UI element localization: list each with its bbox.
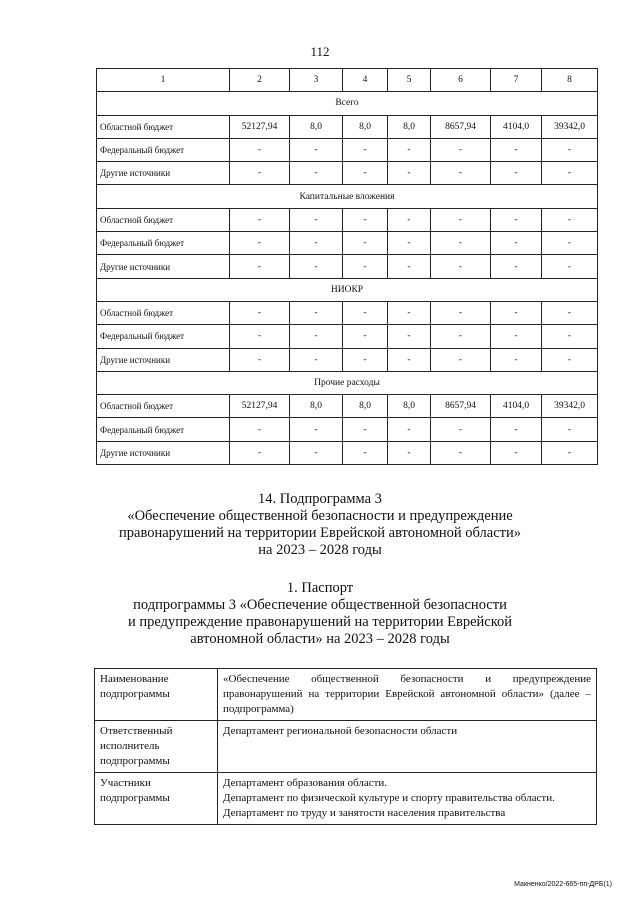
value-cell: - bbox=[388, 208, 431, 231]
value-cell: - bbox=[230, 232, 290, 255]
value-cell: - bbox=[388, 255, 431, 278]
value-cell: - bbox=[230, 138, 290, 161]
column-header: 4 bbox=[343, 69, 388, 92]
value-cell: - bbox=[230, 418, 290, 441]
budget-header-row bbox=[97, 69, 598, 92]
budget-table bbox=[96, 68, 598, 465]
section-title: Всего bbox=[97, 92, 598, 115]
value-cell: - bbox=[343, 441, 388, 464]
value-cell: 8,0 bbox=[290, 115, 343, 138]
value-cell: - bbox=[491, 138, 542, 161]
value-cell: - bbox=[491, 301, 542, 324]
value-cell: - bbox=[290, 255, 343, 278]
passport-heading-line: 1. Паспорт bbox=[286, 580, 354, 596]
row-label: Другие источники bbox=[97, 348, 230, 371]
value-cell: - bbox=[431, 301, 491, 324]
value-cell: - bbox=[290, 162, 343, 185]
value-cell: - bbox=[343, 418, 388, 441]
column-header: 8 bbox=[542, 69, 598, 92]
value-cell: - bbox=[542, 325, 598, 348]
row-label: Федеральный бюджет bbox=[97, 325, 230, 348]
value-cell: 4104,0 bbox=[491, 115, 542, 138]
value-cell: - bbox=[388, 138, 431, 161]
value-cell: - bbox=[491, 441, 542, 464]
value-cell: - bbox=[290, 348, 343, 371]
row-label: Другие источники bbox=[97, 441, 230, 464]
value-cell: - bbox=[230, 325, 290, 348]
value-cell: - bbox=[230, 208, 290, 231]
row-label: Областной бюджет bbox=[97, 115, 230, 138]
section-title: Капитальные вложения bbox=[97, 185, 598, 208]
column-header: 3 bbox=[290, 69, 343, 92]
value-cell: - bbox=[343, 325, 388, 348]
passport-row-executor bbox=[95, 721, 597, 773]
value-cell: - bbox=[343, 301, 388, 324]
column-header: 1 bbox=[97, 69, 230, 92]
page-number: 112 bbox=[310, 44, 330, 59]
value-cell: - bbox=[230, 255, 290, 278]
column-header: 7 bbox=[491, 69, 542, 92]
value-cell: - bbox=[431, 232, 491, 255]
value-cell: - bbox=[491, 325, 542, 348]
section-title-row bbox=[97, 371, 598, 394]
value-cell: - bbox=[290, 325, 343, 348]
value-cell: 8,0 bbox=[388, 395, 431, 418]
row-label: Другие источники bbox=[97, 162, 230, 185]
value-cell: - bbox=[491, 255, 542, 278]
column-header: 6 bbox=[431, 69, 491, 92]
value-cell: - bbox=[388, 232, 431, 255]
table-row bbox=[97, 255, 598, 278]
value-cell: 4104,0 bbox=[491, 395, 542, 418]
passport-value bbox=[218, 773, 597, 825]
value-cell: - bbox=[542, 162, 598, 185]
value-cell: - bbox=[431, 208, 491, 231]
value-cell: - bbox=[542, 441, 598, 464]
row-label: Федеральный бюджет bbox=[97, 232, 230, 255]
subprogram-heading bbox=[0, 491, 640, 559]
value-cell: - bbox=[388, 325, 431, 348]
value-cell: - bbox=[431, 255, 491, 278]
table-row bbox=[97, 325, 598, 348]
value-cell: - bbox=[343, 348, 388, 371]
row-label: Другие источники bbox=[97, 255, 230, 278]
value-cell: - bbox=[343, 138, 388, 161]
passport-heading-line: и предупреждение правонарушений на территории Еврейской bbox=[127, 614, 513, 630]
value-cell: 8657,94 bbox=[431, 115, 491, 138]
value-cell: - bbox=[431, 162, 491, 185]
passport-key: Наименование подпрограммы bbox=[95, 669, 218, 721]
value-cell: - bbox=[230, 301, 290, 324]
subprogram-heading-line: «Обеспечение общественной безопасности и предупреждение bbox=[127, 508, 513, 524]
document-footer: Макненко/2022-665-пп-ДРБ(1) bbox=[514, 881, 612, 888]
value-cell: - bbox=[542, 208, 598, 231]
passport-value-para: Департамент региональной безопасности области bbox=[223, 725, 458, 737]
column-header: 5 bbox=[388, 69, 431, 92]
value-cell: 39342,0 bbox=[542, 115, 598, 138]
row-label: Федеральный бюджет bbox=[97, 138, 230, 161]
value-cell: 52127,94 bbox=[230, 115, 290, 138]
value-cell: - bbox=[491, 348, 542, 371]
value-cell: 8657,94 bbox=[431, 395, 491, 418]
passport-table bbox=[94, 668, 597, 825]
passport-value bbox=[218, 721, 597, 773]
subprogram-heading-line: 14. Подпрограмма 3 bbox=[258, 491, 382, 507]
value-cell: - bbox=[290, 418, 343, 441]
value-cell: - bbox=[542, 255, 598, 278]
section-title-row bbox=[97, 278, 598, 301]
value-cell: - bbox=[388, 418, 431, 441]
column-header: 2 bbox=[230, 69, 290, 92]
value-cell: - bbox=[290, 208, 343, 231]
value-cell: - bbox=[230, 162, 290, 185]
table-row bbox=[97, 395, 598, 418]
value-cell: - bbox=[230, 441, 290, 464]
value-cell: - bbox=[343, 255, 388, 278]
value-cell: - bbox=[491, 232, 542, 255]
passport-key: Участники подпрограммы bbox=[95, 773, 218, 825]
value-cell: - bbox=[542, 418, 598, 441]
subprogram-heading-line: на 2023 – 2028 годы bbox=[258, 542, 382, 558]
passport-value-para: Департамент по физической культуре и спорту правительства области. bbox=[223, 792, 555, 804]
table-row bbox=[97, 418, 598, 441]
passport-heading-line: подпрограммы 3 «Обеспечение общественной безопасности bbox=[133, 597, 507, 613]
row-label: Федеральный бюджет bbox=[97, 418, 230, 441]
section-title-row bbox=[97, 185, 598, 208]
passport-heading-line: автономной области» на 2023 – 2028 годы bbox=[190, 631, 450, 647]
passport-value-para: «Обеспечение общественной безопасности и предупреждение правонарушений на территории Еврейской автономной области» (далее – подпрограмма) bbox=[223, 673, 591, 715]
table-row bbox=[97, 232, 598, 255]
passport-value-para: Департамент образования области. bbox=[223, 777, 388, 789]
value-cell: 52127,94 bbox=[230, 395, 290, 418]
value-cell: - bbox=[290, 138, 343, 161]
value-cell: - bbox=[491, 418, 542, 441]
row-label: Областной бюджет bbox=[97, 208, 230, 231]
value-cell: - bbox=[343, 208, 388, 231]
value-cell: - bbox=[431, 325, 491, 348]
section-title: НИОКР bbox=[97, 278, 598, 301]
row-label: Областной бюджет bbox=[97, 301, 230, 324]
table-row bbox=[97, 115, 598, 138]
value-cell: 8,0 bbox=[388, 115, 431, 138]
value-cell: - bbox=[491, 162, 542, 185]
row-label: Областной бюджет bbox=[97, 395, 230, 418]
passport-row-participants bbox=[95, 773, 597, 825]
table-row bbox=[97, 348, 598, 371]
value-cell: - bbox=[542, 301, 598, 324]
value-cell: - bbox=[388, 348, 431, 371]
passport-key: Ответственный исполнитель подпрограммы bbox=[95, 721, 218, 773]
passport-heading bbox=[0, 580, 640, 648]
passport-value-para: Департамент по труду и занятости населения правительства bbox=[223, 807, 506, 819]
value-cell: - bbox=[290, 232, 343, 255]
section-title-row bbox=[97, 92, 598, 115]
passport-value bbox=[218, 669, 597, 721]
value-cell: - bbox=[431, 138, 491, 161]
value-cell: 8,0 bbox=[290, 395, 343, 418]
value-cell: - bbox=[388, 301, 431, 324]
table-row bbox=[97, 208, 598, 231]
value-cell: 39342,0 bbox=[542, 395, 598, 418]
value-cell: - bbox=[431, 418, 491, 441]
value-cell: - bbox=[542, 348, 598, 371]
value-cell: - bbox=[230, 348, 290, 371]
value-cell: - bbox=[343, 232, 388, 255]
subprogram-heading-line: правонарушений на территории Еврейской автономной области» bbox=[119, 525, 521, 541]
table-row bbox=[97, 138, 598, 161]
value-cell: - bbox=[542, 138, 598, 161]
value-cell: - bbox=[431, 348, 491, 371]
value-cell: - bbox=[431, 441, 491, 464]
value-cell: - bbox=[388, 441, 431, 464]
value-cell: - bbox=[542, 232, 598, 255]
table-row bbox=[97, 441, 598, 464]
table-row bbox=[97, 301, 598, 324]
value-cell: 8,0 bbox=[343, 395, 388, 418]
passport-row-name bbox=[95, 669, 597, 721]
table-row bbox=[97, 162, 598, 185]
value-cell: - bbox=[343, 162, 388, 185]
value-cell: - bbox=[290, 301, 343, 324]
value-cell: - bbox=[388, 162, 431, 185]
value-cell: - bbox=[491, 208, 542, 231]
value-cell: - bbox=[290, 441, 343, 464]
section-title: Прочие расходы bbox=[97, 371, 598, 394]
value-cell: 8,0 bbox=[343, 115, 388, 138]
